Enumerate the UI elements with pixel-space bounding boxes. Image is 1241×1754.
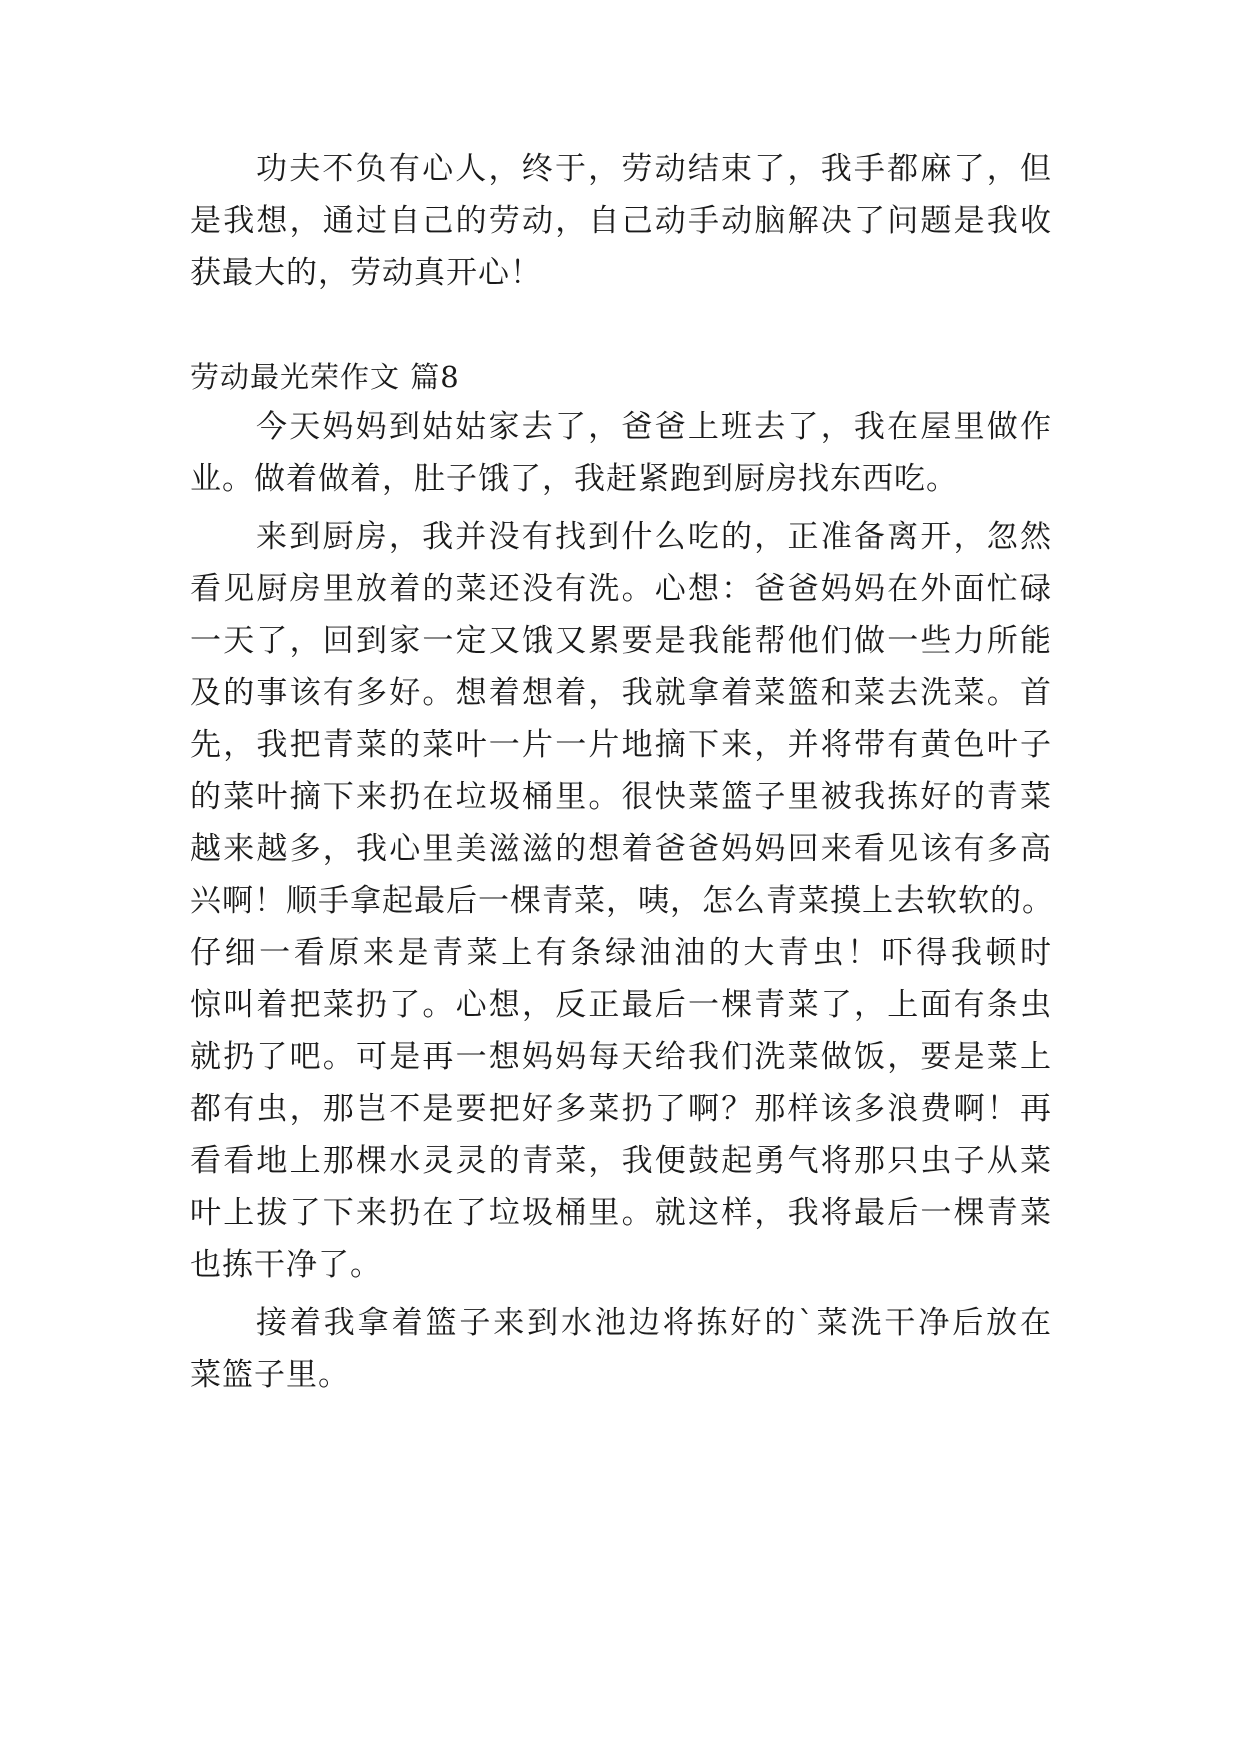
text-line: 先，我把青菜的菜叶一片一片地摘下来，并将带有黄色叶子 bbox=[190, 727, 1052, 763]
text-line: 是我想，通过自己的劳动，自己动手动脑解决了问题是我收 bbox=[190, 203, 1052, 239]
text-line: 一天了，回到家一定又饿又累要是我能帮他们做一些力所能 bbox=[190, 623, 1052, 659]
text-line: 越来越多，我心里美滋滋的想着爸爸妈妈回来看见该有多高 bbox=[190, 831, 1052, 867]
text-line: 看看地上那棵水灵灵的青菜，我便鼓起勇气将那只虫子从菜 bbox=[190, 1143, 1052, 1179]
text-line: 也拣干净了。 bbox=[190, 1247, 382, 1283]
text-line: 都有虫，那岂不是要把好多菜扔了啊？那样该多浪费啊！再 bbox=[190, 1091, 1052, 1127]
text-line: 业。做着做着，肚子饿了，我赶紧跑到厨房找东西吃。 bbox=[190, 461, 958, 497]
text-line: 来到厨房，我并没有找到什么吃的，正准备离开，忽然 bbox=[256, 519, 1052, 555]
text-line: 惊叫着把菜扔了。心想，反正最后一棵青菜了，上面有条虫 bbox=[190, 987, 1052, 1023]
text-line: 兴啊！顺手拿起最后一棵青菜，咦，怎么青菜摸上去软软的。 bbox=[190, 883, 1054, 919]
text-line: 就扔了吧。可是再一想妈妈每天给我们洗菜做饭，要是菜上 bbox=[190, 1039, 1052, 1075]
text-line: 接着我拿着篮子来到水池边将拣好的`菜洗干净后放在 bbox=[256, 1305, 1052, 1341]
text-line: 及的事该有多好。想着想着，我就拿着菜篮和菜去洗菜。首 bbox=[190, 675, 1052, 711]
section-heading: 劳动最光荣作文 篇8 bbox=[190, 360, 460, 394]
text-line: 功夫不负有心人，终于，劳动结束了，我手都麻了，但 bbox=[256, 151, 1052, 187]
text-line: 看见厨房里放着的菜还没有洗。心想：爸爸妈妈在外面忙碌 bbox=[190, 571, 1052, 607]
text-line: 今天妈妈到姑姑家去了，爸爸上班去了，我在屋里做作 bbox=[256, 409, 1052, 445]
text-line: 的菜叶摘下来扔在垃圾桶里。很快菜篮子里被我拣好的青菜 bbox=[190, 779, 1052, 815]
text-line: 获最大的，劳动真开心！ bbox=[190, 255, 542, 291]
text-line: 仔细一看原来是青菜上有条绿油油的大青虫！吓得我顿时 bbox=[190, 935, 1052, 971]
text-line: 菜篮子里。 bbox=[190, 1357, 350, 1393]
text-line: 叶上拔了下来扔在了垃圾桶里。就这样，我将最后一棵青菜 bbox=[190, 1195, 1052, 1231]
